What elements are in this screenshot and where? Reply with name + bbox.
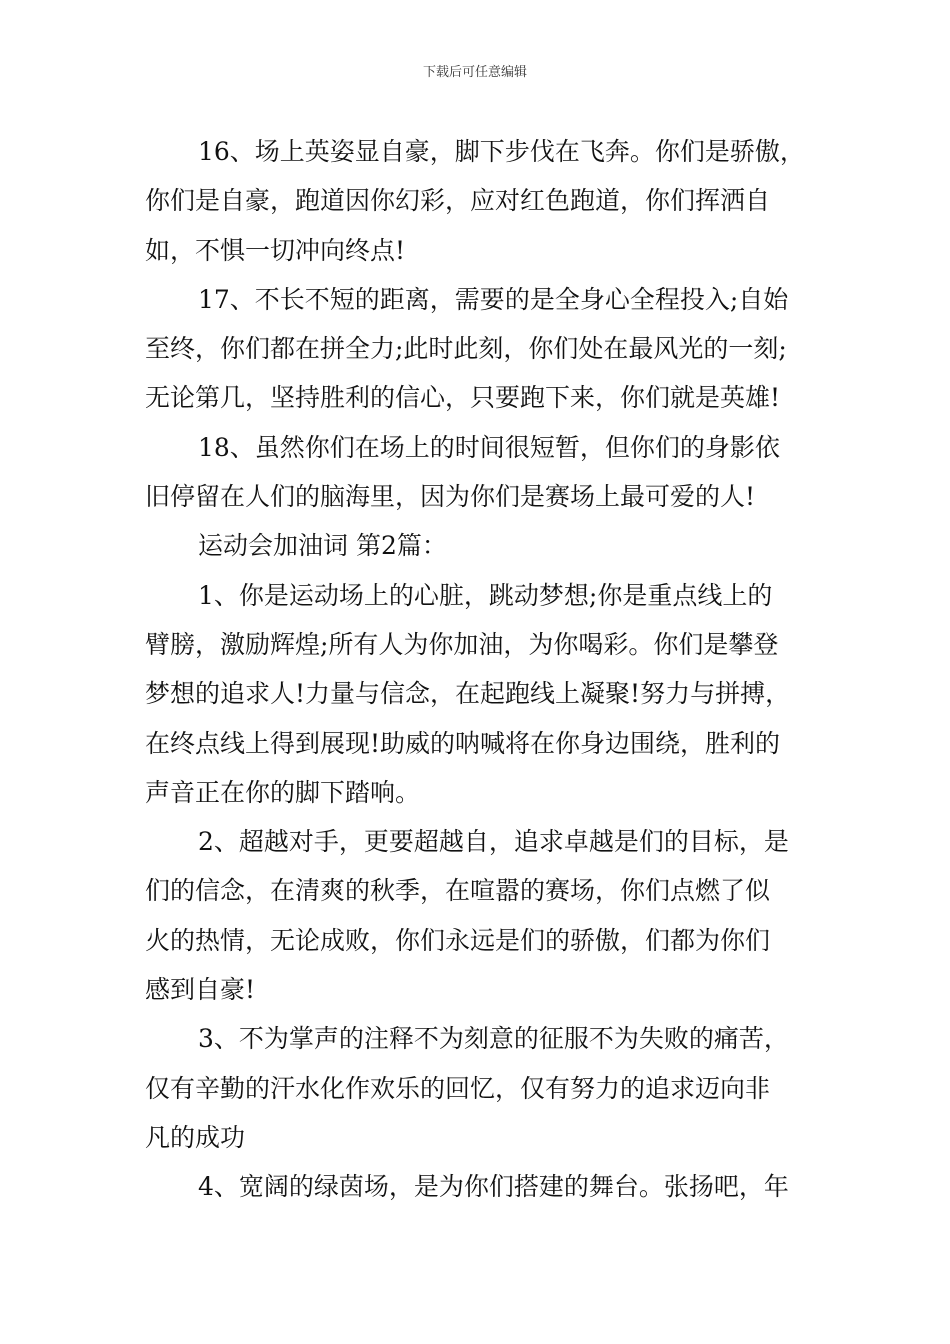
paragraph-2-line-2: 们的信念，在清爽的秋季，在喧嚣的赛场，你们点燃了似 <box>145 876 771 906</box>
paragraph-3-line-3: 凡的成功 <box>145 1122 246 1152</box>
paragraph-1-line-5: 声音正在你的脚下踏响。 <box>145 777 421 807</box>
paragraph-16-line-2: 你们是自豪，跑道因你幻彩，应对红色跑道，你们挥洒自 <box>145 186 771 216</box>
paragraph-3-line-2: 仅有辛勤的汗水化作欢乐的回忆，仅有努力的追求迈向非 <box>145 1073 771 1103</box>
paragraph-16-line-1: 16、场上英姿显自豪，脚下步伐在飞奔。你们是骄傲， <box>198 137 805 166</box>
paragraph-18-line-2: 旧停留在人们的脑海里，因为你们是赛场上最可爱的人! <box>145 482 756 512</box>
paragraph-1-line-2: 臂膀，激励辉煌;所有人为你加油，为你喝彩。你们是攀登 <box>145 629 779 659</box>
page-header: 下载后可任意编辑 <box>422 65 527 80</box>
paragraph-2-line-4: 感到自豪! <box>145 975 256 1005</box>
paragraph-17-line-1: 17、不长不短的距离，需要的是全身心全程投入;自始 <box>198 284 789 314</box>
paragraph-18-line-1: 18、虽然你们在场上的时间很短暂，但你们的身影依 <box>198 432 780 462</box>
section-heading: 运动会加油词 第2篇： <box>198 531 447 561</box>
document-body <box>145 127 810 1212</box>
paragraph-16-line-3: 如，不惧一切冲向终点! <box>145 235 406 265</box>
paragraph-4-line-1: 4、宽阔的绿茵场，是为你们搭建的舞台。张扬吧，年 <box>198 1172 789 1202</box>
paragraph-1-line-4: 在终点线上得到展现!助威的呐喊将在你身边围绕，胜利的 <box>145 728 781 758</box>
paragraph-17-line-2: 至终，你们都在拼全力;此时此刻，你们处在最风光的一刻; <box>145 334 787 364</box>
paragraph-1-line-3: 梦想的追求人!力量与信念，在起跑线上凝聚!努力与拼搏， <box>145 679 791 709</box>
paragraph-17-line-3: 无论第几，坚持胜利的信心，只要跑下来，你们就是英雄! <box>145 383 781 413</box>
paragraph-1-line-1: 1、你是运动场上的心脏，跳动梦想;你是重点线上的 <box>198 580 773 610</box>
paragraph-3-line-1: 3、不为掌声的注释不为刻意的征服不为失败的痛苦， <box>198 1024 789 1054</box>
paragraph-2-line-3: 火的热情，无论成败，你们永远是们的骄傲，们都为你们 <box>145 925 771 955</box>
paragraph-2-line-1: 2、超越对手，更要超越自，追求卓越是们的目标，是 <box>198 827 789 857</box>
